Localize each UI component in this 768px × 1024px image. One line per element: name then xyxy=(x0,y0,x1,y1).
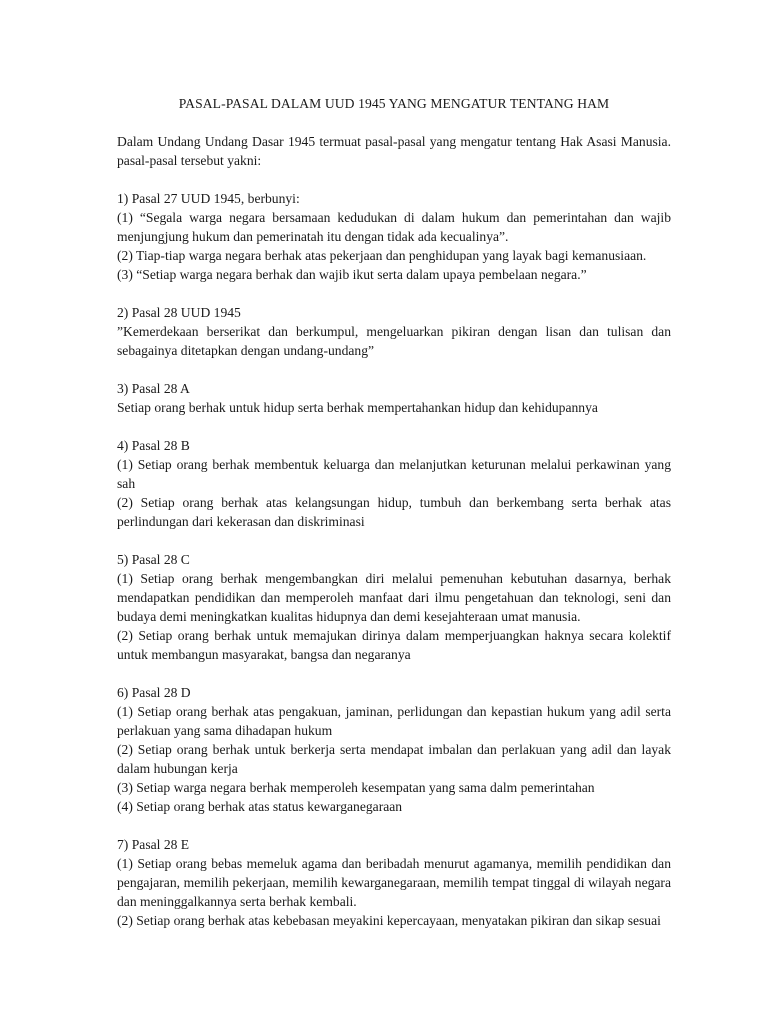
article-clause: Setiap orang berhak untuk hidup serta berhak mempertahankan hidup dan kehidupannya xyxy=(117,400,598,415)
article-clause: (1) Setiap orang berhak membentuk keluarga dan melanjutkan keturunan melalui perkawinan yang sah xyxy=(117,457,671,491)
article-heading: 7) Pasal 28 E xyxy=(117,837,190,852)
article-clause: (1) Setiap orang bebas memeluk agama dan beribadah menurut agamanya, memilih pendidikan dan pengajaran, memilih pekerjaan, memilih kewarganegaraan, memilih tempat tinggal di wilayah negara dan meninggalkannya serta berhak kembali. xyxy=(117,856,671,909)
article-clause: (4) Setiap orang berhak atas status kewarganegaraan xyxy=(117,799,403,814)
document-body xyxy=(117,94,671,949)
article-heading: 5) Pasal 28 C xyxy=(117,552,190,567)
article-section xyxy=(117,379,671,417)
article-clause: (1) Setiap orang berhak mengembangkan diri melalui pemenuhan kebutuhan dasarnya, berhak mendapatkan pendidikan dan memperoleh manfaat dari ilmu pengetahuan dan teknologi, seni dan budaya demi meningkatkan kualitas hidupnya dan demi kesejahteraan umat manusia. xyxy=(117,571,671,624)
sections-container xyxy=(117,189,671,930)
article-heading: 3) Pasal 28 A xyxy=(117,381,190,396)
article-section xyxy=(117,550,671,664)
intro-paragraph: Dalam Undang Undang Dasar 1945 termuat pasal-pasal yang mengatur tentang Hak Asasi Manusia. pasal-pasal tersebut yakni: xyxy=(117,134,671,168)
article-section xyxy=(117,683,671,816)
article-clause: (1) Setiap orang berhak atas pengakuan, jaminan, perlidungan dan kepastian hukum yang adil serta perlakuan yang sama dihadapan hukum xyxy=(117,704,671,738)
article-clause: (1) “Segala warga negara bersamaan kedudukan di dalam hukum dan pemerintahan dan wajib menjungjung hukum dan pemerinatah itu dengan tidak ada kecualinya”. xyxy=(117,210,671,244)
article-heading: 4) Pasal 28 B xyxy=(117,438,190,453)
article-heading: 1) Pasal 27 UUD 1945, berbunyi: xyxy=(117,191,300,206)
article-clause: (3) Setiap warga negara berhak memperoleh kesempatan yang sama dalm pemerintahan xyxy=(117,780,595,795)
article-clause: (2) Setiap orang berhak atas kelangsungan hidup, tumbuh dan berkembang serta berhak atas perlindungan dari kekerasan dan diskriminasi xyxy=(117,495,671,529)
article-clause: (2) Setiap orang berhak atas kebebasan meyakini kepercayaan, menyatakan pikiran dan sikap sesuai xyxy=(117,913,661,928)
article-clause: (2) Setiap orang berhak untuk memajukan dirinya dalam memperjuangkan haknya secara kolektif untuk membangun masyarakat, bangsa dan negaranya xyxy=(117,628,671,662)
article-clause: (2) Setiap orang berhak untuk berkerja serta mendapat imbalan dan perlakuan yang adil dan layak dalam hubungan kerja xyxy=(117,742,671,776)
article-section xyxy=(117,436,671,531)
document-title: PASAL-PASAL DALAM UUD 1945 YANG MENGATUR TENTANG HAM xyxy=(178,96,610,111)
article-clause: (2) Tiap-tiap warga negara berhak atas pekerjaan dan penghidupan yang layak bagi kemanusiaan. xyxy=(117,248,647,263)
article-clause: ”Kemerdekaan berserikat dan berkumpul, mengeluarkan pikiran dengan lisan dan tulisan dan sebagainya ditetapkan dengan undang-undang” xyxy=(117,324,671,358)
article-section xyxy=(117,303,671,360)
article-section xyxy=(117,189,671,284)
article-clause: (3) “Setiap warga negara berhak dan wajib ikut serta dalam upaya pembelaan negara.” xyxy=(117,267,587,282)
article-heading: 6) Pasal 28 D xyxy=(117,685,191,700)
article-heading: 2) Pasal 28 UUD 1945 xyxy=(117,305,241,320)
article-section xyxy=(117,835,671,930)
